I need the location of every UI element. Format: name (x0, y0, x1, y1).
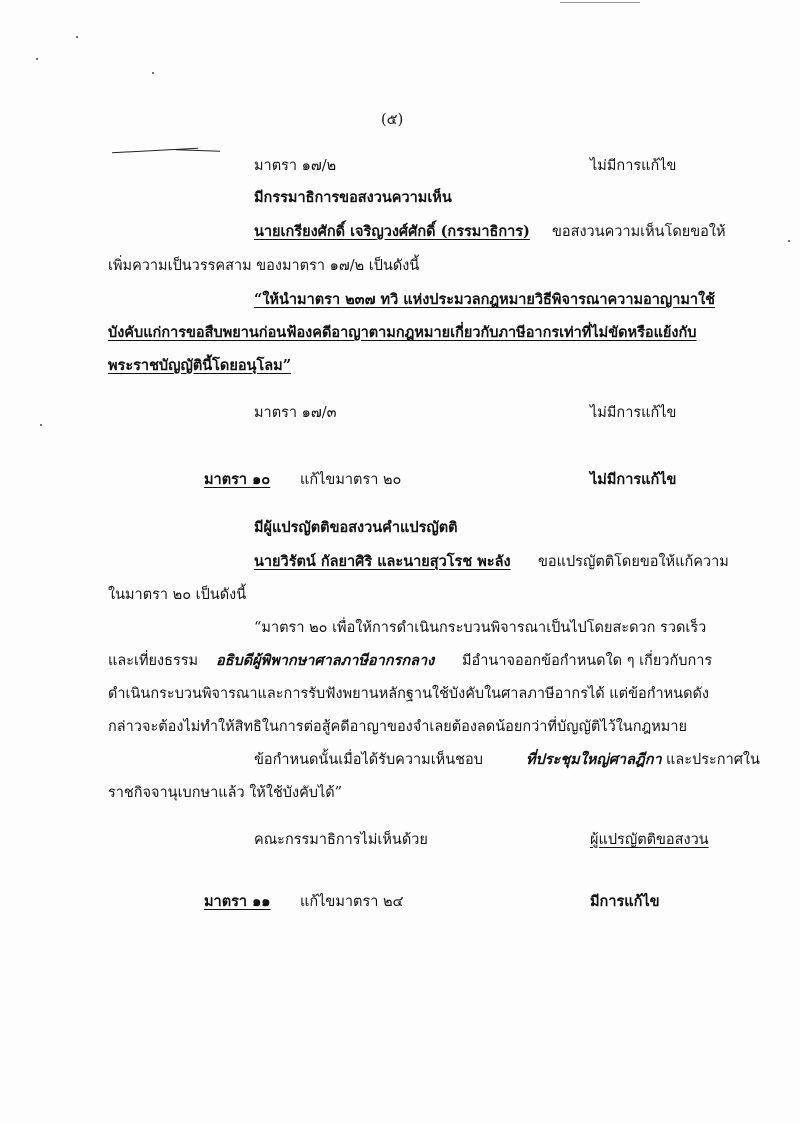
scan-speck (152, 72, 154, 74)
scan-stroke (560, 2, 640, 3)
section-10-status: ไม่มีการแก้ไข (590, 471, 677, 488)
reservation-status: ผู้แปรญัตติขอสงวน (590, 832, 709, 848)
reservation-heading: มีผู้แปรญัตติขอสงวนคำแปรญัตติ (254, 519, 458, 536)
member-names: นายวิรัตน์ กัลยาศิริ และนายสุวโรช พะลัง (254, 553, 511, 570)
proposed-text: มีอำนาจออกข้อกำหนดใด ๆ เกี่ยวกับการ (462, 653, 713, 669)
section-10-action: แก้ไขมาตรา ๒๐ (300, 472, 402, 488)
section-17-2-status: ไม่มีการแก้ไข (590, 158, 677, 174)
committee-opinion: คณะกรรมาธิการไม่เห็นด้วย (254, 832, 428, 848)
proposed-text: พระราชบัญญัตินี้โดยอนุโลม” (108, 357, 292, 374)
section-11-status: มีการแก้ไข (590, 893, 660, 910)
section-10-label: มาตรา ๑๐ (204, 471, 271, 488)
page-number: (๕) (381, 112, 404, 128)
reservation-heading: มีกรรมาธิการขอสงวนความเห็น (254, 189, 452, 206)
proposed-text-emphasis: ที่ประชุมใหญ่ศาลฎีกา (526, 751, 662, 768)
proposed-text: ข้อกำหนดนั้นเมื่อได้รับความเห็นชอบ (254, 752, 483, 768)
proposed-text: ราชกิจจานุเบกษาแล้ว ให้ใช้บังคับได้” (108, 785, 343, 801)
section-17-2-label: มาตรา ๑๗/๒ (254, 158, 337, 174)
reservation-text: เพิ่มความเป็นวรรคสาม ของมาตรา ๑๗/๒ เป็นดังนี้ (108, 258, 420, 274)
proposed-text: และประกาศใน (666, 752, 760, 768)
proposed-text: “ให้นำมาตรา ๒๓๗ ทวิ แห่งประมวลกฎหมายวิธีพิจารณาความอาญามาใช้ (254, 291, 715, 308)
proposed-text: ดำเนินกระบวนพิจารณาและการรับฟังพยานหลักฐานใช้บังคับในศาลภาษีอากรได้ แต่ข้อกำหนดดัง (108, 686, 709, 702)
proposed-text: และเที่ยงธรรม (108, 653, 199, 669)
proposed-text: “มาตรา ๒๐ เพื่อให้การดำเนินกระบวนพิจารณาเป็นไปโดยสะดวก รวดเร็ว (254, 620, 707, 636)
section-17-3-label: มาตรา ๑๗/๓ (254, 405, 337, 421)
member-name: นายเกรียงศักดิ์ เจริญวงศ์ศักดิ์ (กรรมาธิการ) (254, 223, 530, 240)
scan-speck (36, 58, 38, 60)
scan-stroke (176, 149, 220, 152)
scan-speck (76, 36, 78, 38)
section-17-3-status: ไม่มีการแก้ไข (590, 405, 677, 421)
section-11-label: มาตรา ๑๑ (204, 893, 271, 910)
amendment-text: ในมาตรา ๒๐ เป็นดังนี้ (108, 587, 247, 603)
proposed-text-emphasis: อธิบดีผู้พิพากษาศาลภาษีอากรกลาง (216, 652, 435, 669)
section-11-action: แก้ไขมาตรา ๒๔ (300, 894, 404, 910)
reservation-text: ขอสงวนความเห็นโดยขอให้ (552, 224, 726, 240)
proposed-text: กล่าวจะต้องไม่ทำให้สิทธิในการต่อสู้คดีอาญาของจำเลยต้องลดน้อยกว่าที่บัญญัติไว้ในกฎหมาย (108, 719, 687, 735)
amendment-text: ขอแปรญัตติโดยขอให้แก้ความ (538, 554, 729, 570)
scan-speck (40, 424, 42, 426)
proposed-text: บังคับแก่การขอสืบพยานก่อนฟ้องคดีอาญาตามกฎหมายเกี่ยวกับภาษีอากรเท่าที่ไม่ขัดหรือแย้งกับ (108, 324, 697, 341)
scan-speck (788, 240, 790, 242)
